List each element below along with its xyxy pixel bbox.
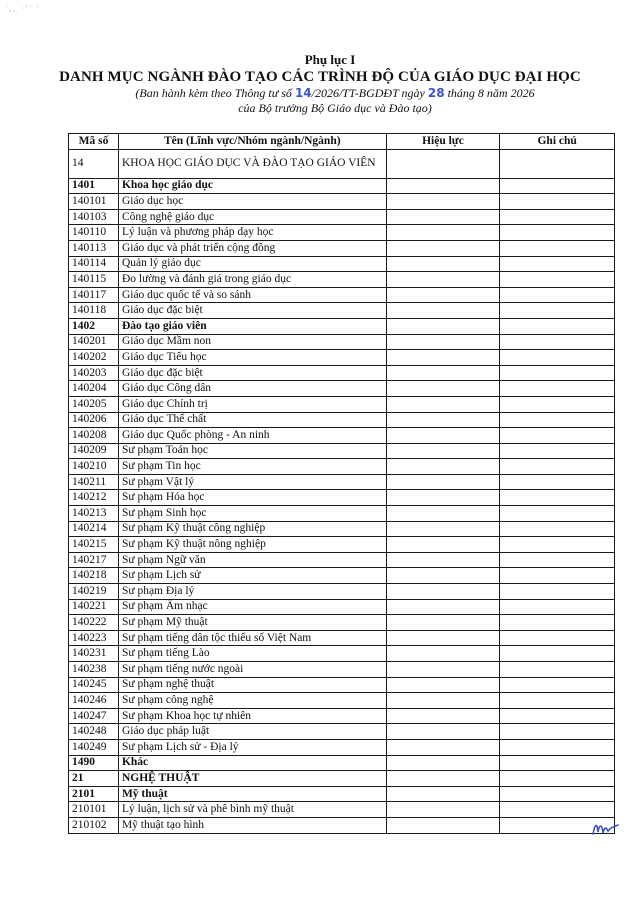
row-name: Giáo dục Quốc phòng - An ninh bbox=[118, 428, 386, 444]
issuance-suffix: tháng 8 năm 2026 bbox=[444, 86, 535, 100]
row-name: Sư phạm Mỹ thuật bbox=[118, 615, 386, 631]
table-row bbox=[69, 412, 615, 428]
table-row bbox=[69, 396, 615, 412]
table-row bbox=[69, 755, 615, 771]
row-effect-cell bbox=[386, 552, 500, 568]
issuance-line bbox=[0, 86, 640, 101]
row-effect-cell bbox=[386, 149, 500, 178]
row-note-cell bbox=[500, 662, 615, 678]
table-row bbox=[69, 693, 615, 709]
table-row bbox=[69, 240, 615, 256]
row-effect-cell bbox=[386, 303, 500, 319]
issuance-middle: /2026/TT-BGDĐT ngày bbox=[311, 86, 428, 100]
row-code: 140103 bbox=[69, 209, 119, 225]
row-note-cell bbox=[500, 396, 615, 412]
table-row bbox=[69, 474, 615, 490]
row-note-cell bbox=[500, 272, 615, 288]
row-code: 210101 bbox=[69, 802, 119, 818]
row-effect-cell bbox=[386, 318, 500, 334]
header-code: Mã số bbox=[69, 134, 119, 150]
issuer-line: của Bộ trưởng Bộ Giáo dục và Đào tạo) bbox=[238, 101, 432, 115]
row-effect-cell bbox=[386, 396, 500, 412]
row-effect-cell bbox=[386, 443, 500, 459]
row-effect-cell bbox=[386, 334, 500, 350]
row-name: Mỹ thuật bbox=[118, 786, 386, 802]
row-name: Sư phạm tiếng nước ngoài bbox=[118, 662, 386, 678]
table-row bbox=[69, 537, 615, 553]
table-row bbox=[69, 149, 615, 178]
row-name: Lý luận, lịch sử và phê bình mỹ thuật bbox=[118, 802, 386, 818]
table-row bbox=[69, 334, 615, 350]
row-code: 140206 bbox=[69, 412, 119, 428]
row-code: 140205 bbox=[69, 396, 119, 412]
row-name: Sư phạm Kỹ thuật công nghiệp bbox=[118, 521, 386, 537]
row-effect-cell bbox=[386, 802, 500, 818]
row-note-cell bbox=[500, 474, 615, 490]
row-name: Sư phạm Sinh học bbox=[118, 506, 386, 522]
row-name: Giáo dục Tiểu học bbox=[118, 350, 386, 366]
row-name: Sư phạm Lịch sử - Địa lý bbox=[118, 739, 386, 755]
row-effect-cell bbox=[386, 537, 500, 553]
row-name: Công nghệ giáo dục bbox=[118, 209, 386, 225]
row-code: 140118 bbox=[69, 303, 119, 319]
row-note-cell bbox=[500, 381, 615, 397]
row-code: 140246 bbox=[69, 693, 119, 709]
table-row bbox=[69, 584, 615, 600]
row-note-cell bbox=[500, 739, 615, 755]
row-code: 140213 bbox=[69, 506, 119, 522]
row-code: 140217 bbox=[69, 552, 119, 568]
row-name: Sư phạm Tin học bbox=[118, 459, 386, 475]
row-note-cell bbox=[500, 350, 615, 366]
row-code: 140219 bbox=[69, 584, 119, 600]
row-code: 21 bbox=[69, 771, 119, 787]
row-note-cell bbox=[500, 599, 615, 615]
row-effect-cell bbox=[386, 646, 500, 662]
row-name: Giáo dục pháp luật bbox=[118, 724, 386, 740]
row-code: 140212 bbox=[69, 490, 119, 506]
row-name: Sư phạm Địa lý bbox=[118, 584, 386, 600]
row-effect-cell bbox=[386, 724, 500, 740]
row-code: 1490 bbox=[69, 755, 119, 771]
row-note-cell bbox=[500, 506, 615, 522]
row-effect-cell bbox=[386, 708, 500, 724]
row-effect-cell bbox=[386, 615, 500, 631]
row-code: 140209 bbox=[69, 443, 119, 459]
row-note-cell bbox=[500, 724, 615, 740]
row-note-cell bbox=[500, 459, 615, 475]
row-name: Sư phạm nghệ thuật bbox=[118, 677, 386, 693]
table-row bbox=[69, 521, 615, 537]
row-note-cell bbox=[500, 786, 615, 802]
row-note-cell bbox=[500, 412, 615, 428]
row-note-cell bbox=[500, 303, 615, 319]
row-code: 140202 bbox=[69, 350, 119, 366]
row-effect-cell bbox=[386, 599, 500, 615]
row-code: 140211 bbox=[69, 474, 119, 490]
row-effect-cell bbox=[386, 584, 500, 600]
row-effect-cell bbox=[386, 209, 500, 225]
row-effect-cell bbox=[386, 521, 500, 537]
row-code: 140204 bbox=[69, 381, 119, 397]
table-row bbox=[69, 443, 615, 459]
table-row bbox=[69, 506, 615, 522]
row-code: 140231 bbox=[69, 646, 119, 662]
row-code: 140203 bbox=[69, 365, 119, 381]
table-header-row bbox=[69, 134, 615, 150]
table-row bbox=[69, 724, 615, 740]
row-code: 140110 bbox=[69, 225, 119, 241]
table-row bbox=[69, 568, 615, 584]
row-effect-cell bbox=[386, 817, 500, 833]
table-row bbox=[69, 677, 615, 693]
majors-table bbox=[68, 133, 615, 834]
table-row bbox=[69, 287, 615, 303]
row-note-cell bbox=[500, 178, 615, 194]
row-effect-cell bbox=[386, 287, 500, 303]
row-effect-cell bbox=[386, 365, 500, 381]
table-row bbox=[69, 662, 615, 678]
header-note: Ghi chú bbox=[500, 134, 615, 150]
row-name: Sư phạm Vật lý bbox=[118, 474, 386, 490]
row-name: Sư phạm Toán học bbox=[118, 443, 386, 459]
row-name: Mỹ thuật tạo hình bbox=[118, 817, 386, 833]
row-effect-cell bbox=[386, 381, 500, 397]
row-name: Khác bbox=[118, 755, 386, 771]
table-row bbox=[69, 381, 615, 397]
row-name: Sư phạm Kỹ thuật nông nghiệp bbox=[118, 537, 386, 553]
table-row bbox=[69, 272, 615, 288]
row-code: 1401 bbox=[69, 178, 119, 194]
row-note-cell bbox=[500, 552, 615, 568]
row-name: NGHỆ THUẬT bbox=[118, 771, 386, 787]
table-row bbox=[69, 303, 615, 319]
row-effect-cell bbox=[386, 630, 500, 646]
row-name: Giáo dục quốc tế và so sánh bbox=[118, 287, 386, 303]
row-name: Giáo dục Mầm non bbox=[118, 334, 386, 350]
row-note-cell bbox=[500, 225, 615, 241]
document-title: DANH MỤC NGÀNH ĐÀO TẠO CÁC TRÌNH ĐỘ CỦA GIÁO DỤC ĐẠI HỌC bbox=[59, 69, 581, 85]
table-row bbox=[69, 459, 615, 475]
row-name: Khoa học giáo dục bbox=[118, 178, 386, 194]
row-effect-cell bbox=[386, 739, 500, 755]
table-row bbox=[69, 771, 615, 787]
row-note-cell bbox=[500, 428, 615, 444]
row-name: Sư phạm tiếng Lào bbox=[118, 646, 386, 662]
row-note-cell bbox=[500, 490, 615, 506]
table-row bbox=[69, 817, 615, 833]
row-code: 140214 bbox=[69, 521, 119, 537]
row-name: Đo lường và đánh giá trong giáo dục bbox=[118, 272, 386, 288]
row-name: Giáo dục Chính trị bbox=[118, 396, 386, 412]
row-code: 140215 bbox=[69, 537, 119, 553]
row-name: Sư phạm Ngữ văn bbox=[118, 552, 386, 568]
table-row bbox=[69, 599, 615, 615]
row-code: 140210 bbox=[69, 459, 119, 475]
row-code: 140222 bbox=[69, 615, 119, 631]
row-note-cell bbox=[500, 568, 615, 584]
row-code: 140101 bbox=[69, 194, 119, 210]
row-name: Đào tạo giáo viên bbox=[118, 318, 386, 334]
row-code: 14 bbox=[69, 149, 119, 178]
row-note-cell bbox=[500, 537, 615, 553]
row-note-cell bbox=[500, 149, 615, 178]
row-name: Sư phạm Lịch sử bbox=[118, 568, 386, 584]
row-note-cell bbox=[500, 677, 615, 693]
row-code: 2101 bbox=[69, 786, 119, 802]
row-name: Sư phạm Hóa học bbox=[118, 490, 386, 506]
row-code: 140223 bbox=[69, 630, 119, 646]
row-effect-cell bbox=[386, 350, 500, 366]
row-code: 140249 bbox=[69, 739, 119, 755]
issuance-prefix: (Ban hành kèm theo Thông tư số bbox=[135, 86, 295, 100]
row-note-cell bbox=[500, 194, 615, 210]
row-code: 140245 bbox=[69, 677, 119, 693]
row-note-cell bbox=[500, 646, 615, 662]
row-effect-cell bbox=[386, 272, 500, 288]
row-name: Giáo dục Thể chất bbox=[118, 412, 386, 428]
row-name: Sư phạm tiếng dân tộc thiểu số Việt Nam bbox=[118, 630, 386, 646]
row-note-cell bbox=[500, 708, 615, 724]
appendix-label: Phụ lục I bbox=[304, 52, 356, 67]
row-effect-cell bbox=[386, 662, 500, 678]
table-row bbox=[69, 225, 615, 241]
table-row bbox=[69, 194, 615, 210]
handwritten-circular-number: 14 bbox=[294, 86, 312, 100]
table-row bbox=[69, 739, 615, 755]
row-name: Giáo dục Công dân bbox=[118, 381, 386, 397]
table-row bbox=[69, 615, 615, 631]
scan-speck-mark: ',, ·'' ' bbox=[6, 4, 41, 13]
row-note-cell bbox=[500, 365, 615, 381]
row-effect-cell bbox=[386, 693, 500, 709]
row-note-cell bbox=[500, 584, 615, 600]
row-effect-cell bbox=[386, 428, 500, 444]
header-name: Tên (Lĩnh vực/Nhóm ngành/Ngành) bbox=[118, 134, 386, 150]
row-note-cell bbox=[500, 443, 615, 459]
row-code: 210102 bbox=[69, 817, 119, 833]
row-name: Sư phạm Âm nhạc bbox=[118, 599, 386, 615]
handwritten-initials-mark bbox=[591, 816, 621, 838]
row-name: Giáo dục và phát triển cộng đồng bbox=[118, 240, 386, 256]
table-row bbox=[69, 178, 615, 194]
row-code: 140201 bbox=[69, 334, 119, 350]
row-note-cell bbox=[500, 240, 615, 256]
table-row bbox=[69, 256, 615, 272]
row-code: 140117 bbox=[69, 287, 119, 303]
table-row bbox=[69, 786, 615, 802]
document-header bbox=[0, 52, 640, 116]
row-note-cell bbox=[500, 287, 615, 303]
table-row bbox=[69, 708, 615, 724]
row-name: Sư phạm công nghệ bbox=[118, 693, 386, 709]
row-code: 140115 bbox=[69, 272, 119, 288]
row-code: 140208 bbox=[69, 428, 119, 444]
table-row bbox=[69, 428, 615, 444]
row-code: 140248 bbox=[69, 724, 119, 740]
row-name: Quản lý giáo dục bbox=[118, 256, 386, 272]
row-effect-cell bbox=[386, 194, 500, 210]
row-effect-cell bbox=[386, 256, 500, 272]
table-row bbox=[69, 490, 615, 506]
row-effect-cell bbox=[386, 240, 500, 256]
header-effect: Hiệu lực bbox=[386, 134, 500, 150]
table-row bbox=[69, 802, 615, 818]
row-effect-cell bbox=[386, 225, 500, 241]
row-effect-cell bbox=[386, 677, 500, 693]
row-effect-cell bbox=[386, 771, 500, 787]
row-effect-cell bbox=[386, 568, 500, 584]
row-note-cell bbox=[500, 693, 615, 709]
row-effect-cell bbox=[386, 506, 500, 522]
row-effect-cell bbox=[386, 490, 500, 506]
row-effect-cell bbox=[386, 459, 500, 475]
row-name: Giáo dục đặc biệt bbox=[118, 365, 386, 381]
row-name: KHOA HỌC GIÁO DỤC VÀ ĐÀO TẠO GIÁO VIÊN bbox=[118, 149, 386, 178]
row-note-cell bbox=[500, 521, 615, 537]
row-name: Lý luận và phương pháp dạy học bbox=[118, 225, 386, 241]
table-row bbox=[69, 365, 615, 381]
row-code: 140114 bbox=[69, 256, 119, 272]
row-code: 140247 bbox=[69, 708, 119, 724]
row-note-cell bbox=[500, 318, 615, 334]
table-row bbox=[69, 318, 615, 334]
row-effect-cell bbox=[386, 178, 500, 194]
row-note-cell bbox=[500, 615, 615, 631]
table-row bbox=[69, 209, 615, 225]
row-name: Sư phạm Khoa học tự nhiên bbox=[118, 708, 386, 724]
table-row bbox=[69, 630, 615, 646]
row-note-cell bbox=[500, 334, 615, 350]
row-note-cell bbox=[500, 209, 615, 225]
table-row bbox=[69, 350, 615, 366]
row-code: 140218 bbox=[69, 568, 119, 584]
handwritten-day: 28 bbox=[427, 86, 445, 100]
row-note-cell bbox=[500, 771, 615, 787]
row-code: 140113 bbox=[69, 240, 119, 256]
row-effect-cell bbox=[386, 412, 500, 428]
row-code: 140221 bbox=[69, 599, 119, 615]
table-row bbox=[69, 646, 615, 662]
row-name: Giáo dục đặc biệt bbox=[118, 303, 386, 319]
row-effect-cell bbox=[386, 474, 500, 490]
row-effect-cell bbox=[386, 786, 500, 802]
row-code: 140238 bbox=[69, 662, 119, 678]
table-body bbox=[69, 149, 615, 833]
row-code: 1402 bbox=[69, 318, 119, 334]
row-note-cell bbox=[500, 256, 615, 272]
table-row bbox=[69, 552, 615, 568]
row-note-cell bbox=[500, 755, 615, 771]
row-name: Giáo dục học bbox=[118, 194, 386, 210]
row-effect-cell bbox=[386, 755, 500, 771]
row-note-cell bbox=[500, 630, 615, 646]
